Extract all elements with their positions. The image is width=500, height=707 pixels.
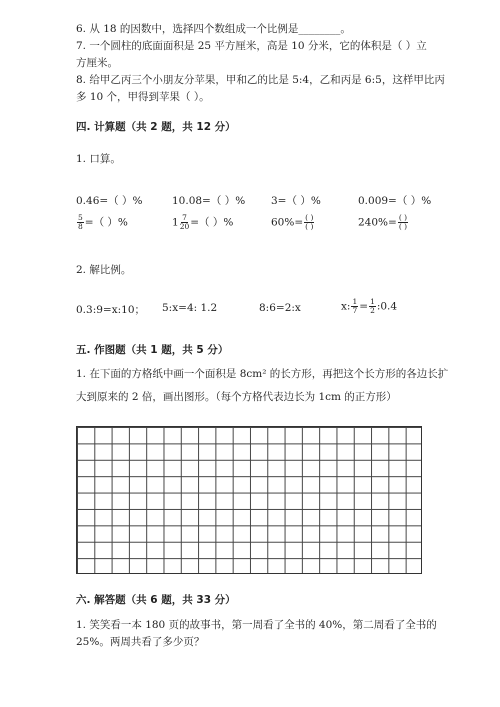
- ratio-item: 0.3:9=x:10；: [76, 304, 146, 316]
- calc-item: 240%= $\frac{( )}{( )}$: [358, 213, 408, 231]
- calc-item: 0.46=（ ）%: [76, 195, 143, 207]
- section-4-q1-label: 1. 口算。: [76, 153, 121, 165]
- calc-item: 60%= $\frac{( )}{( )}$: [271, 213, 314, 231]
- fraction-blank: $\frac{( )}{( )}$: [305, 213, 314, 231]
- calc-item: 0.009=（ ）%: [358, 195, 432, 207]
- fraction: $\frac{7}{20}$: [179, 213, 190, 231]
- question-8-line2: 多 10 个，甲得到苹果（ ）。: [76, 91, 210, 103]
- question-8-line1: 8. 给甲乙丙三个小朋友分苹果，甲和乙的比是 5:4，乙和丙是 6:5，这样甲比丙: [76, 74, 445, 86]
- question-7-line1: 7. 一个圆柱的底面面积是 25 平方厘米，高是 10 分米，它的体积是（ ）立: [76, 40, 427, 52]
- calc-item: 1 $\frac{7}{20}$ =（ ）%: [172, 213, 234, 231]
- question-6: 6. 从 18 的因数中，选择四个数组成一个比例是________。: [76, 23, 351, 35]
- section-5-q1-line2: 大到原来的 2 倍，画出图形。（每个方格代表边长为 1cm 的正方形）: [76, 391, 397, 403]
- section-4-title: 四. 计算题（共 2 题，共 12 分）: [76, 121, 236, 133]
- section-5-q1-line1: 1. 在下面的方格纸中画一个面积是 8cm² 的长方形，再把这个长方形的各边长扩: [76, 368, 449, 380]
- section-5-title: 五. 作图题（共 1 题，共 5 分）: [76, 344, 229, 356]
- calc-item: 10.08=（ ）%: [172, 195, 246, 207]
- fraction: $\frac{1}{2}$: [370, 297, 375, 315]
- calc-item: 3=（ ）%: [271, 195, 321, 207]
- calc-item: $\frac{5}{8}$ =（ ）%: [78, 213, 128, 231]
- section-6-title: 六. 解答题（共 6 题，共 33 分）: [76, 594, 236, 606]
- ratio-item: 8:6=2:x: [259, 302, 301, 314]
- ratio-item: x: $\frac{1}{7}$ = $\frac{1}{2}$ :0.4: [341, 297, 398, 315]
- grid-paper: [76, 426, 422, 574]
- section-6-q1-line2: 25%。两周共看了多少页？: [76, 636, 205, 648]
- section-4-q2-label: 2. 解比例。: [76, 264, 132, 276]
- fraction: $\frac{1}{7}$: [352, 297, 358, 315]
- fraction: $\frac{5}{8}$: [78, 213, 83, 231]
- question-7-line2: 方厘米。: [76, 57, 118, 69]
- fraction-blank: $\frac{( )}{( )}$: [398, 213, 408, 231]
- section-6-q1-line1: 1. 笑笑看一本 180 页的故事书，第一周看了全书的 40%，第二周看了全书的: [76, 619, 437, 631]
- ratio-item: 5:x=4: 1.2: [162, 302, 218, 314]
